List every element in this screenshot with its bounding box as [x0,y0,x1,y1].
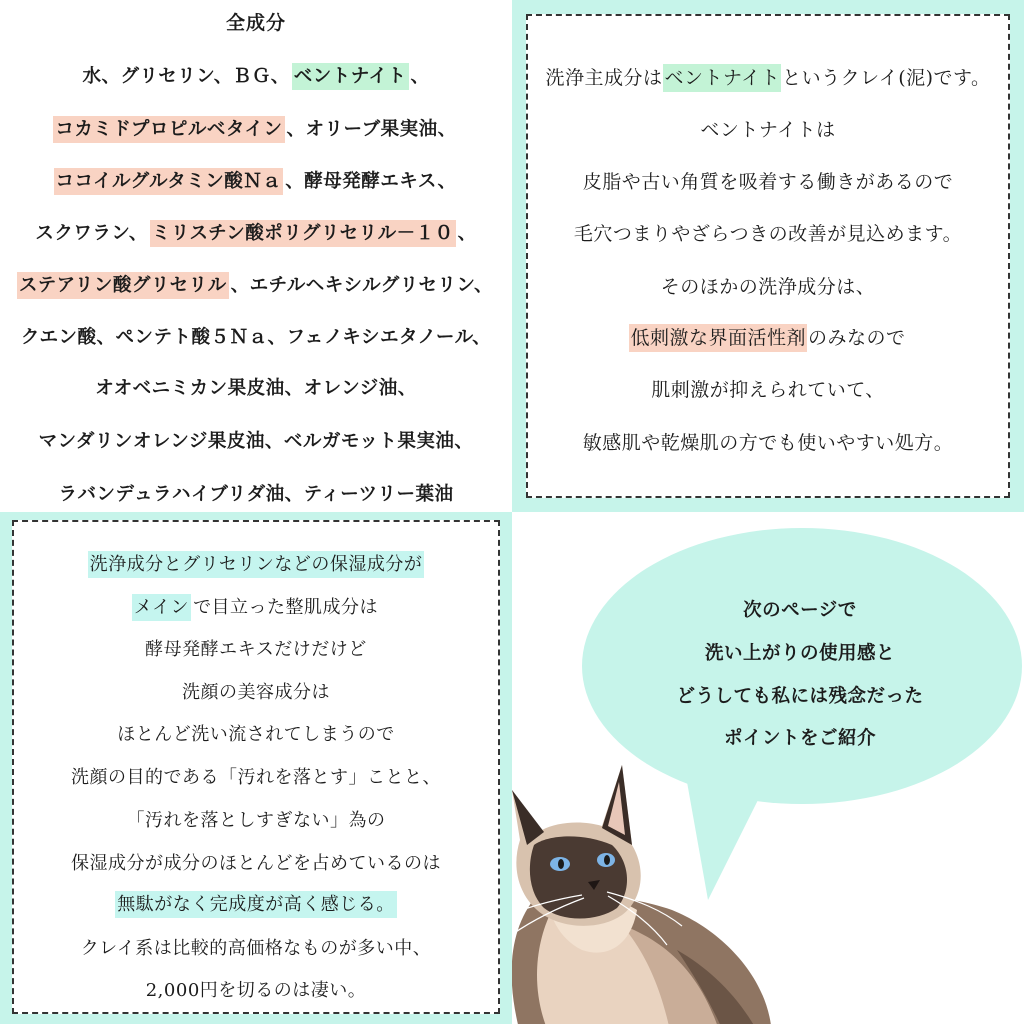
cleansing-explanation-panel [512,0,1024,512]
text-segment: 、 [457,223,477,244]
text-segment: 毛穴つまりやざらつきの改善が見込めます。 [573,223,963,245]
text-segment: クエン酸、ペンテト酸５Ｎａ、フェノキシエタノール、 [20,327,492,348]
text-segment: スクワラン、 [35,223,148,244]
explanation-card [526,14,1010,498]
text-segment: のみなので [808,327,906,349]
highlighted-text: ミリスチン酸ポリグリセリル－１０ [150,220,456,247]
highlighted-text: 低刺激な界面活性剤 [629,324,807,352]
summary-line [14,720,498,746]
summary-line [14,849,498,875]
explanation-line [528,115,1008,142]
bubble-line: ポイントをご紹介 [723,728,876,749]
text-segment: 洗浄主成分は [545,67,663,89]
summary-card [12,520,500,1014]
text-segment: そのほかの洗浄成分は、 [660,276,876,298]
ingredient-list-panel [0,0,512,512]
text-segment: 皮脂や古い角質を吸着する働きがあるので [582,171,954,193]
ingredient-line [0,115,512,141]
highlighted-text: ベントナイト [292,63,409,90]
text-segment: 、オリーブ果実油、 [286,119,457,140]
text-segment: 、酵母発酵エキス、 [285,171,457,192]
ingredient-list-title: 全成分 [225,12,286,34]
highlighted-text: メイン [132,594,191,621]
summary-line [14,890,498,916]
explanation-line [528,272,1008,299]
highlighted-text: ベントナイト [663,64,781,92]
text-segment: 敏感肌や乾燥肌の方でも使いやすい処方。 [582,432,954,454]
next-page-panel [512,512,1024,1024]
ingredient-line [0,271,512,297]
summary-line [14,678,498,704]
summary-panel [0,512,512,1024]
text-segment: で目立った整肌成分は [193,597,379,618]
text-segment: 「汚れを落としすぎない」為の [126,810,386,831]
text-segment: マンダリンオレンジ果皮油、ベルガモット果実油、 [38,431,474,452]
text-segment: 酵母発酵エキスだけだけど [145,639,367,660]
cat-illustration [512,750,792,1024]
ingredient-line [0,219,512,245]
highlighted-text: 無駄がなく完成度が高く感じる。 [115,891,397,918]
explanation-line [528,167,1008,194]
text-segment: 洗顔の美容成分は [182,682,330,703]
ingredient-line [0,427,512,453]
summary-line [14,806,498,832]
highlighted-text: ココイルグルタミン酸Ｎａ [54,168,284,195]
summary-line [14,976,498,1002]
text-segment: クレイ系は比較的高価格なものが多い中、 [80,938,432,959]
summary-line [14,635,498,661]
text-segment: 水、グリセリン、ＢＧ、 [82,66,290,87]
ingredient-line [0,374,512,400]
text-segment: 洗顔の目的である「汚れを落とす」ことと、 [71,767,441,788]
bubble-line: 洗い上がりの使用感と [704,643,895,664]
highlighted-text: ステアリン酸グリセリル [17,272,229,299]
bubble-line: どうしても私には残念だった [676,686,924,707]
summary-line [14,550,498,576]
summary-line [14,763,498,789]
explanation-line [528,219,1008,246]
ingredient-line [0,167,512,193]
bubble-line: 次のページで [743,600,857,621]
text-segment: 、エチルヘキシルグリセリン、 [230,275,494,296]
explanation-line [528,323,1008,350]
summary-line [14,593,498,619]
explanation-line [528,428,1008,455]
highlighted-text: コカミドプロピルベタイン [53,116,284,143]
ingredient-line [0,323,512,349]
text-segment: 肌刺激が抑えられていて、 [651,379,885,401]
ingredient-line [0,480,512,506]
summary-line [14,934,498,960]
ingredient-line [0,62,512,88]
text-segment: 、 [410,66,430,87]
explanation-line [528,375,1008,402]
text-segment: ベントナイトは [700,119,836,141]
highlighted-text: 洗浄成分とグリセリンなどの保湿成分が [88,551,425,578]
text-segment: というクレイ(泥)です。 [782,67,991,89]
text-segment: オオベニミカン果皮油、オレンジ油、 [95,378,417,399]
text-segment: ラバンデュラハイブリダ油、ティーツリー葉油 [58,484,454,505]
text-segment: ほとんど洗い流されてしまうので [117,724,395,745]
explanation-line [528,63,1008,90]
text-segment: 保湿成分が成分のほとんどを占めているのは [71,853,441,874]
text-segment: 2,000円を切るのは凄い。 [145,980,367,1001]
